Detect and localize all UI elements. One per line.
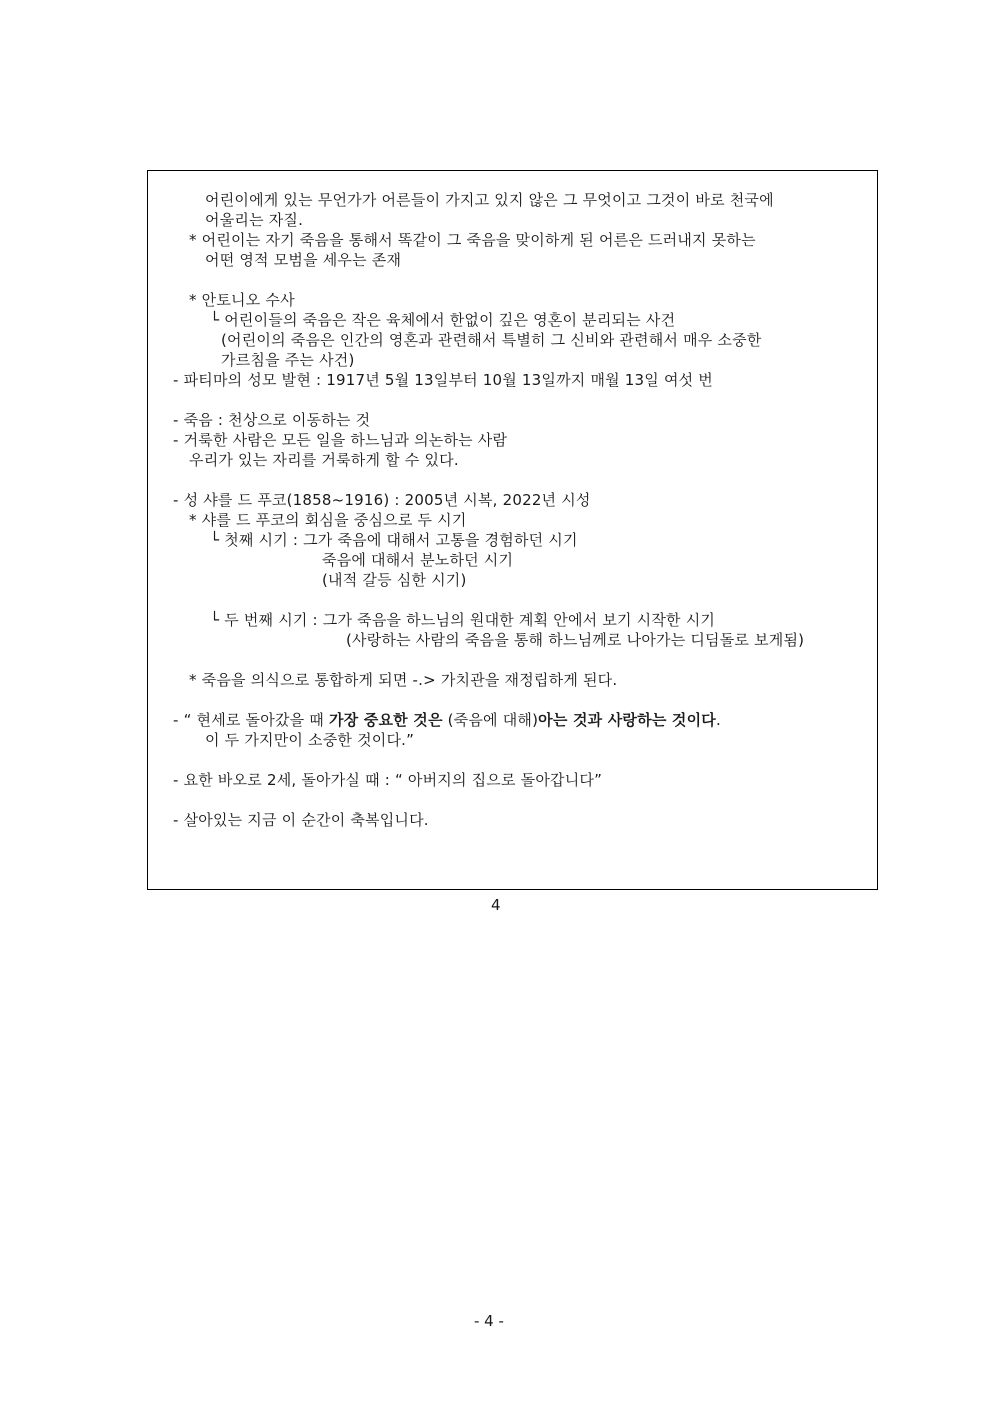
text-line: 우리가 있는 자리를 거룩하게 할 수 있다. [189, 451, 459, 469]
text-line: (어린이의 죽음은 인간의 영혼과 관련해서 특별히 그 신비와 관련해서 매우 소중한 [221, 331, 762, 349]
text-line: 죽음에 대해서 분노하던 시기 [322, 551, 514, 569]
text-line: * 어린이는 자기 죽음을 통해서 똑같이 그 죽음을 맞이하게 된 어른은 드러내지 못하는 [189, 231, 756, 249]
text-line: 어울리는 자질. [205, 211, 304, 229]
quote-emphasis: 가장 중요한 것은 [328, 711, 443, 729]
text-line: - 살아있는 지금 이 순간이 축복입니다. [173, 811, 429, 829]
text-line: - 성 샤를 드 푸코(1858~1916) : 2005년 시복, 2022년 시성 [173, 491, 591, 509]
text-line: * 샤를 드 푸코의 회심을 중심으로 두 시기 [189, 511, 467, 529]
text-line: - 죽음 : 천상으로 이동하는 것 [173, 411, 371, 429]
text-line: - 파티마의 성모 발현 : 1917년 5월 13일부터 10월 13일까지 매월 13일 여섯 번 [173, 371, 713, 389]
quote-line [173, 710, 721, 730]
quote-emphasis: 아는 것과 사랑하는 것이다 [538, 711, 716, 729]
quote-text: (죽음에 대해) [442, 711, 539, 729]
footer-page-number: - 4 - [474, 1312, 504, 1330]
text-line: └ 첫째 시기 : 그가 죽음에 대해서 고통을 경험하던 시기 [210, 531, 578, 549]
text-line: * 죽음을 의식으로 통합하게 되면 -.> 가치관을 재정립하게 된다. [189, 671, 618, 689]
box-page-number: 4 [491, 896, 501, 914]
text-line: 가르침을 주는 사건) [221, 351, 355, 369]
text-line: 어떤 영적 모범을 세우는 존재 [205, 251, 402, 269]
text-line: 어린이에게 있는 무언가가 어른들이 가지고 있지 않은 그 무엇이고 그것이 바로 천국에 [205, 191, 774, 209]
quote-text: - “ 현세로 돌아갔을 때 [173, 711, 329, 729]
text-line: - 요한 바오로 2세, 돌아가실 때 : “ 아버지의 집으로 돌아갑니다” [173, 771, 603, 789]
quote-text: . [716, 711, 721, 729]
text-line: - 거룩한 사람은 모든 일을 하느님과 의논하는 사람 [173, 431, 508, 449]
text-line: 이 두 가지만이 소중한 것이다.” [205, 731, 415, 749]
text-line: └ 두 번째 시기 : 그가 죽음을 하느님의 원대한 계획 안에서 보기 시작한 시기 [210, 611, 716, 629]
text-line: (사랑하는 사람의 죽음을 통해 하느님께로 나아가는 디딤돌로 보게됨) [346, 631, 805, 649]
text-line: └ 어린이들의 죽음은 작은 육체에서 한없이 깊은 영혼이 분리되는 사건 [210, 311, 676, 329]
text-line: (내적 갈등 심한 시기) [322, 571, 467, 589]
text-line: * 안토니오 수사 [189, 291, 295, 309]
